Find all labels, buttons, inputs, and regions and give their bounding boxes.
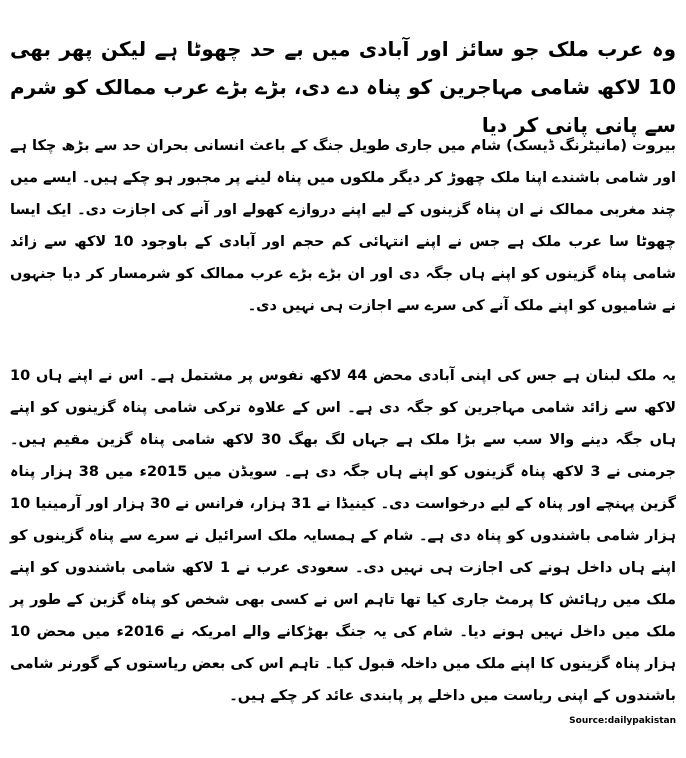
source-credit: Source:dailypakistan [569, 716, 676, 726]
news-article [10, 0, 676, 758]
article-headline: وہ عرب ملک جو سائز اور آبادی میں بے حد چھوٹا ہے لیکن پھر بھی 10 لاکھ شامی مہاجرین کو پناہ دے دی، بڑے بڑے عرب ممالک کو شرم سے پانی پانی کر دیا [10, 37, 676, 137]
article-paragraph-details: یہ ملک لبنان ہے جس کی اپنی آبادی محض 44 لاکھ نفوس پر مشتمل ہے۔ اس نے اپنے ہاں 10 لاکھ سے زائد شامی مہاجرین کو جگہ دی ہے۔ اس کے علاوہ ترکی شامی پناہ گزینوں کو اپنے ہاں جگہ دینے والا سب سے بڑا ملک ہے جہاں لگ بھگ 30 لاکھ شامی پناہ گزین مقیم ہیں۔ جرمنی نے 3 لاکھ پناہ گزینوں کو اپنے ہاں جگہ دی ہے۔ سویڈن میں 2015ء میں 38 ہزار پناہ گزین پہنچے اور پناہ کے لیے درخواست دی۔ کینیڈا نے 31 ہزار، فرانس نے 30 ہزار اور آرمینیا 10 ہزار شامی باشندوں کو پناہ دی ہے۔ شام کے ہمسایہ ملک اسرائیل نے سرے سے پناہ گزینوں کو اپنے ہاں داخل ہونے کی اجازت ہی نہیں دی۔ سعودی عرب نے 1 لاکھ شامی باشندوں کو اپنے ملک میں رہائش کا پرمٹ جاری کیا تھا تاہم اس نے کسی بھی شخص کو پناہ گزین کے طور پر ملک میں داخل نہیں ہونے دیا۔ شام کی یہ جنگ بھڑکانے والے امریکہ نے 2016ء میں محض 10 ہزار پناہ گزینوں کا اپنے ملک میں داخلہ قبول کیا۔ تاہم اس کی بعض ریاستوں کے گورنر شامی باشندوں کے اپنی ریاست میں داخلے پر پابندی عائد کر چکے ہیں۔ [10, 368, 677, 704]
article-paragraph-intro: بیروت (مانیٹرنگ ڈیسک) شام میں جاری طویل جنگ کے باعث انسانی بحران حد سے بڑھ چکا ہے اور شامی باشندے اپنا ملک چھوڑ کر دیگر ملکوں میں پناہ لینے پر مجبور ہو چکے ہیں۔ ایسے میں چند مغربی ممالک نے ان پناہ گزینوں کے لیے اپنے دروازے کھولے اور آنے کی اجازت دی۔ ایک ایسا چھوٹا سا عرب ملک ہے جس نے اپنے انتہائی کم حجم اور آبادی کے باوجود 10 لاکھ سے زائد شامی پناہ گزینوں کو اپنے ہاں جگہ دی اور ان بڑے بڑے عرب ممالک کو شرمسار کر دیا جنہوں نے شامیوں کو اپنے ملک آنے کی سرے سے اجازت ہی نہیں دی۔ [10, 138, 677, 314]
